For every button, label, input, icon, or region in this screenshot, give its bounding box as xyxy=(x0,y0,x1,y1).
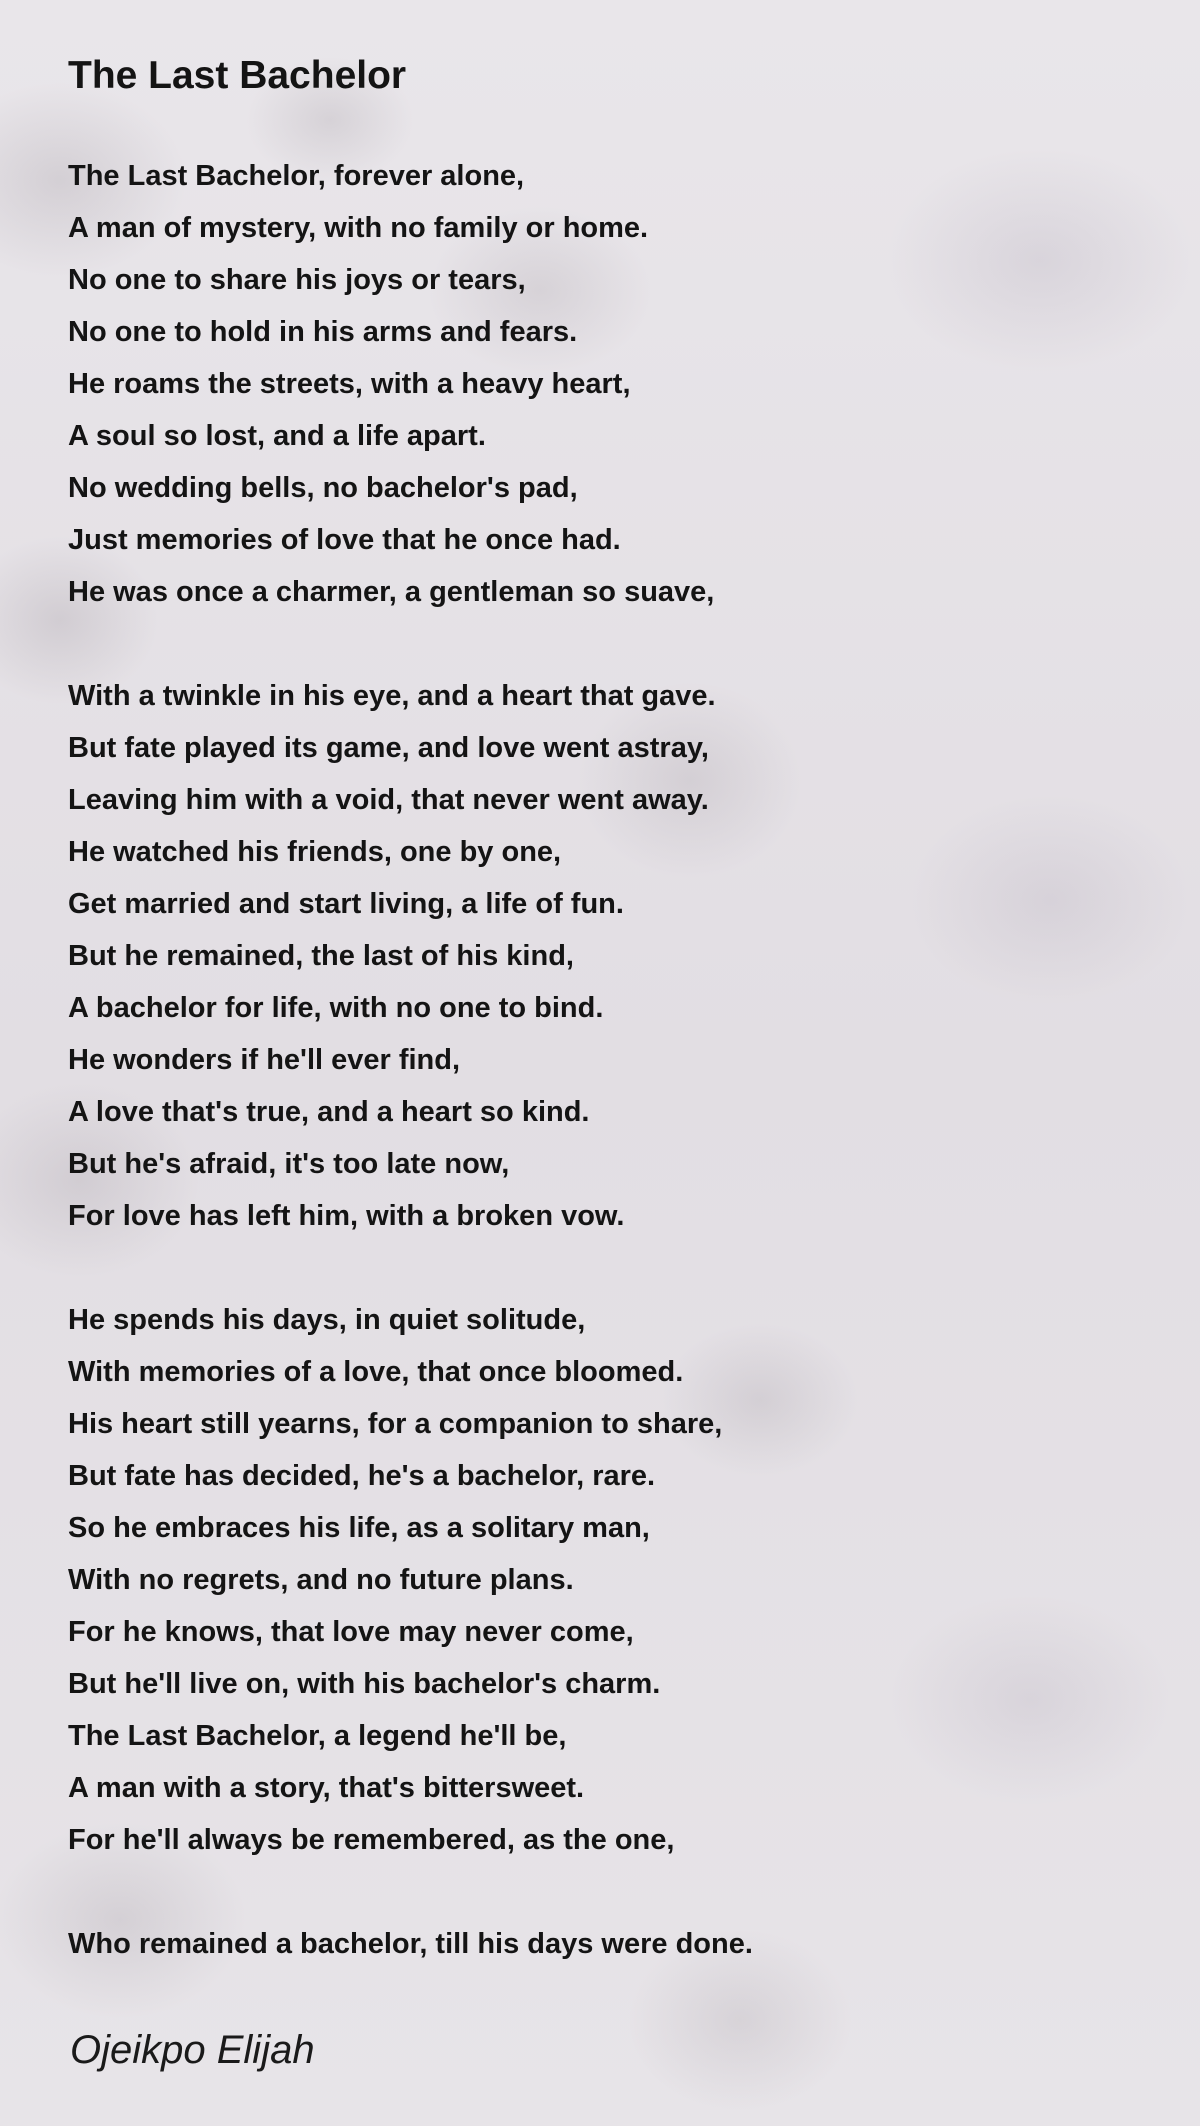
poem-line: A love that's true, and a heart so kind. xyxy=(68,1096,590,1128)
poem-line: A man with a story, that's bittersweet. xyxy=(68,1772,585,1804)
stanza-4 xyxy=(68,1918,1128,1970)
poem-line: He spends his days, in quiet solitude, xyxy=(68,1304,586,1336)
poem-line: Get married and start living, a life of fun. xyxy=(68,888,624,920)
poem-line: But he'll live on, with his bachelor's charm. xyxy=(68,1668,661,1700)
stanza-1 xyxy=(68,150,1128,618)
poem-line: For he knows, that love may never come, xyxy=(68,1616,634,1648)
poem-line: For he'll always be remembered, as the one, xyxy=(68,1824,675,1856)
poem-line: So he embraces his life, as a solitary man, xyxy=(68,1512,650,1544)
poem-line: The Last Bachelor, a legend he'll be, xyxy=(68,1720,567,1752)
poem-line: No wedding bells, no bachelor's pad, xyxy=(68,472,578,504)
poem-line: He roams the streets, with a heavy heart, xyxy=(68,368,631,400)
poem-body xyxy=(68,150,1128,2022)
poem-line: With a twinkle in his eye, and a heart that gave. xyxy=(68,680,716,712)
poem-line: But fate has decided, he's a bachelor, rare. xyxy=(68,1460,656,1492)
stanza-2 xyxy=(68,670,1128,1242)
poem-line: But he's afraid, it's too late now, xyxy=(68,1148,510,1180)
poem-line: He watched his friends, one by one, xyxy=(68,836,562,868)
poem-line: For love has left him, with a broken vow. xyxy=(68,1200,625,1232)
stanza-3 xyxy=(68,1294,1128,1866)
poem-line: His heart still yearns, for a companion to share, xyxy=(68,1408,723,1440)
poem-line: Leaving him with a void, that never went away. xyxy=(68,784,709,816)
poem-line: A soul so lost, and a life apart. xyxy=(68,420,486,452)
poem-line: With memories of a love, that once bloomed. xyxy=(68,1356,684,1388)
poem-line: Who remained a bachelor, till his days were done. xyxy=(68,1928,753,1960)
poem-line: No one to hold in his arms and fears. xyxy=(68,316,578,348)
poem-line: With no regrets, and no future plans. xyxy=(68,1564,574,1596)
poem-line: He was once a charmer, a gentleman so suave, xyxy=(68,576,715,608)
poem-line: But he remained, the last of his kind, xyxy=(68,940,574,972)
author-signature: Ojeikpo Elijah xyxy=(70,2028,315,2072)
poem-title: The Last Bachelor xyxy=(68,54,407,97)
poem-line: Just memories of love that he once had. xyxy=(68,524,621,556)
poem-line: He wonders if he'll ever find, xyxy=(68,1044,461,1076)
poem-line: But fate played its game, and love went astray, xyxy=(68,732,709,764)
poem-line: A bachelor for life, with no one to bind. xyxy=(68,992,604,1024)
poem-line: The Last Bachelor, forever alone, xyxy=(68,160,525,192)
poem-line: A man of mystery, with no family or home. xyxy=(68,212,649,244)
poem-line: No one to share his joys or tears, xyxy=(68,264,526,296)
